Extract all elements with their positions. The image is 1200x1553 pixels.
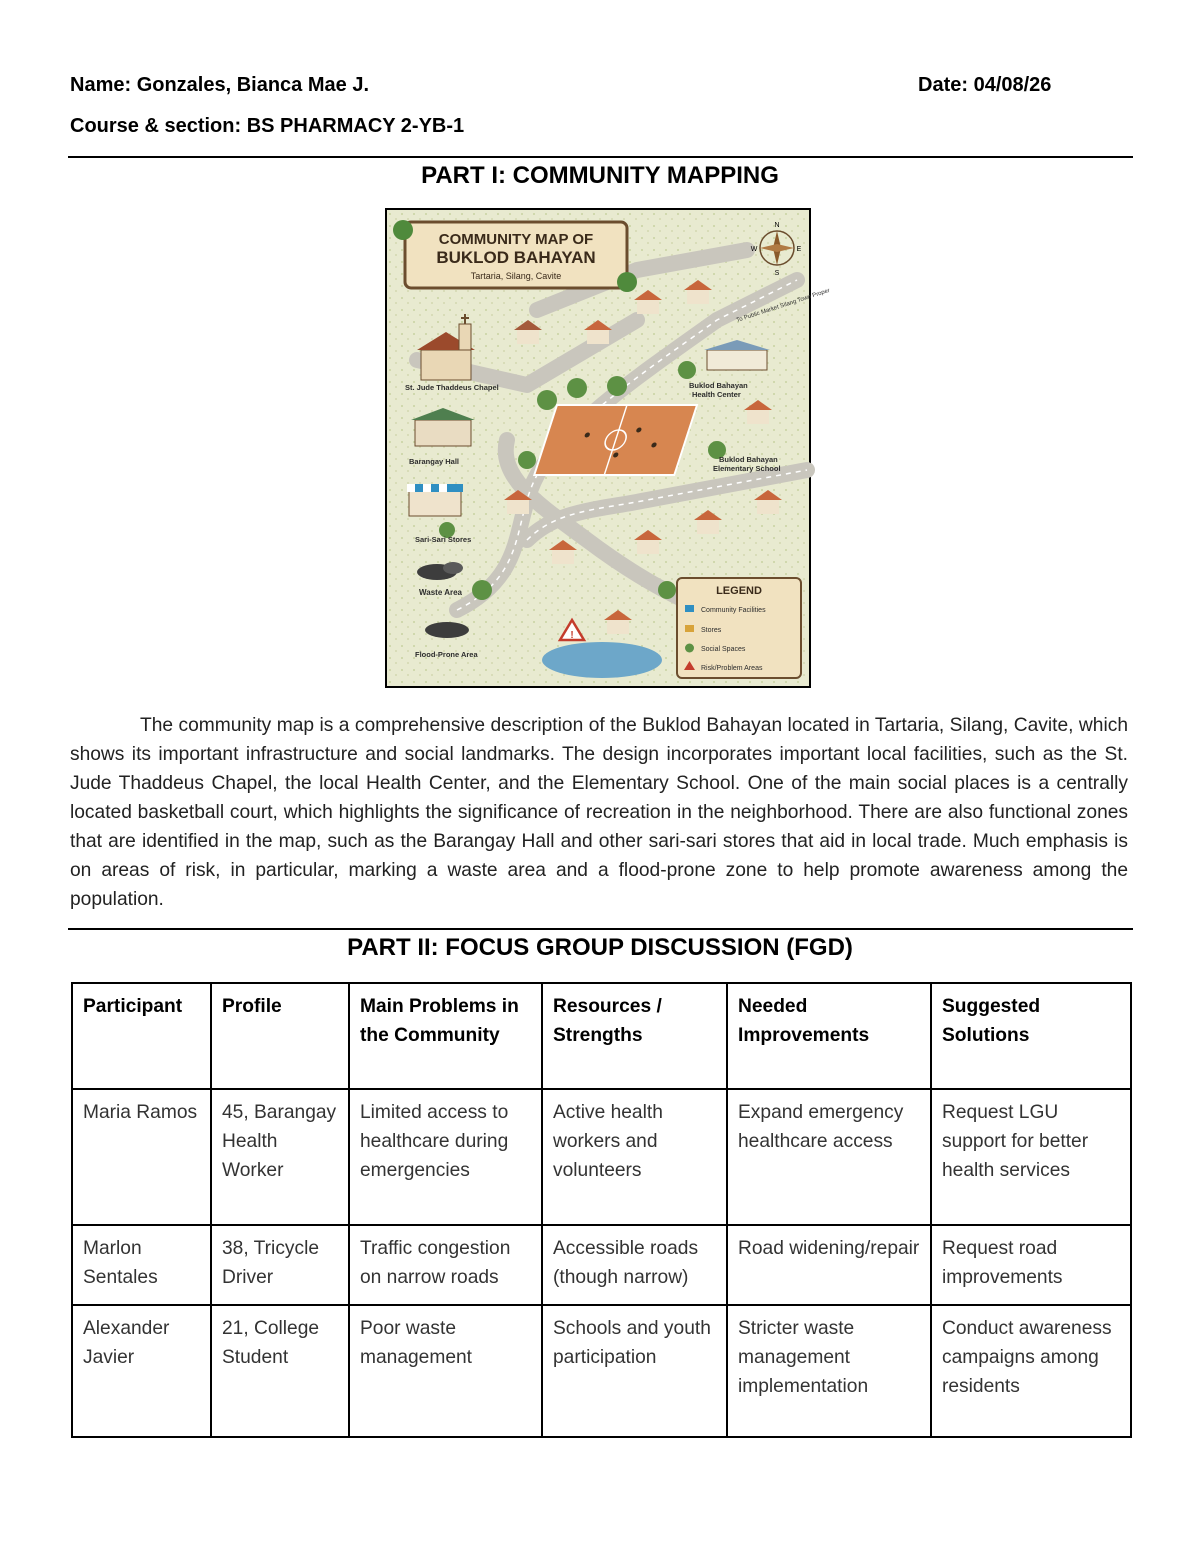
col-suggested-solutions: Suggested Solutions — [931, 983, 1131, 1089]
table-cell: Stricter waste management implementation — [727, 1305, 931, 1437]
table-cell: Traffic congestion on narrow roads — [349, 1225, 542, 1305]
community-map — [385, 208, 831, 688]
part2-title: PART II: FOCUS GROUP DISCUSSION (FGD) — [347, 934, 853, 961]
table-cell: 45, Barangay Health Worker — [211, 1089, 349, 1225]
sari-sari-store-icon — [407, 484, 463, 516]
label-health-center-1: Buklod Bahayan — [689, 381, 748, 390]
community-map-illustration — [387, 210, 831, 686]
student-name: Name: Gonzales, Bianca Mae J. — [70, 74, 370, 96]
table-cell: 38, Tricycle Driver — [211, 1225, 349, 1305]
label-chapel: St. Jude Thaddeus Chapel — [405, 383, 499, 392]
divider — [68, 928, 1133, 930]
col-resources: Resources / Strengths — [542, 983, 727, 1089]
map-title-line2: BUKLOD BAHAYAN — [436, 248, 596, 267]
label-flood: Flood-Prone Area — [415, 650, 478, 659]
table-cell: Request LGU support for better health services — [931, 1089, 1131, 1225]
date: Date: 04/08/26 — [918, 74, 1052, 96]
legend-item-3: Social Spaces — [701, 646, 746, 653]
compass-e: E — [796, 246, 802, 253]
divider — [68, 156, 1133, 158]
map-description-text: The community map is a comprehensive description of the Buklod Bahayan located in Tartaria, Silang, Cavite, which shows its important infrastructure and social landmarks. The design incorporates important local facilities, such as the St. Jude Thaddeus Chapel, the local Health Center, and the Elementary School. One of the main social places is a centrally located basketball court, which highlights the significance of recreation in the neighborhood. There are also functional zones that are identified in the map, such as the Barangay Hall and other sari-sari stores that aid in local trade. Much emphasis is on areas of risk, in particular, marking a waste area and a flood-prone zone to help promote awareness among the population. — [70, 715, 1128, 910]
map-title-banner — [393, 220, 637, 292]
stores-icon — [685, 625, 694, 632]
table-cell: Marlon Sentales — [72, 1225, 211, 1305]
label-health-center-2: Health Center — [692, 390, 741, 399]
table-cell: Schools and youth participation — [542, 1305, 727, 1437]
legend-item-1: Community Facilities — [701, 607, 766, 614]
table-cell: Road widening/repair — [727, 1225, 931, 1305]
basketball-court — [534, 405, 697, 475]
legend-item-2: Stores — [701, 627, 722, 634]
compass-w: W — [750, 246, 758, 253]
map-description — [70, 711, 1128, 914]
part1-title: PART I: COMMUNITY MAPPING — [421, 162, 779, 189]
map-legend — [677, 578, 801, 678]
col-needed-improvements: Needed Improvements — [727, 983, 931, 1089]
svg-text:!: ! — [570, 630, 574, 641]
table-cell: Conduct awareness campaigns among residents — [931, 1305, 1131, 1437]
table-cell: Request road improvements — [931, 1225, 1131, 1305]
label-sari-sari: Sari-Sari Stores — [415, 535, 472, 544]
table-cell: Active health workers and volunteers — [542, 1089, 727, 1225]
road-sign-label: To Public Market Silang Town Proper — [735, 287, 831, 324]
col-participant: Participant — [72, 983, 211, 1089]
course-section: Course & section: BS PHARMACY 2-YB-1 — [70, 115, 465, 137]
label-school-1: Buklod Bahayan — [719, 455, 778, 464]
social-spaces-icon — [685, 644, 694, 653]
map-subtitle: Tartaria, Silang, Cavite — [470, 271, 562, 281]
table-cell: 21, College Student — [211, 1305, 349, 1437]
label-barangay-hall: Barangay Hall — [409, 457, 460, 466]
legend-title: LEGEND — [716, 585, 762, 597]
table-cell: Limited access to healthcare during emergencies — [349, 1089, 542, 1225]
table-header-row — [72, 983, 1131, 1089]
compass-n: N — [774, 222, 780, 229]
compass-s: S — [774, 270, 780, 277]
label-school-2: Elementary School — [713, 464, 781, 473]
map-title-line1: COMMUNITY MAP OF — [438, 231, 594, 248]
col-profile: Profile — [211, 983, 349, 1089]
table-cell: Alexander Javier — [72, 1305, 211, 1437]
col-main-problems: Main Problems in the Community — [349, 983, 542, 1089]
label-waste: Waste Area — [419, 588, 462, 597]
table-row — [72, 1089, 1131, 1225]
table-cell: Accessible roads (though narrow) — [542, 1225, 727, 1305]
table-cell: Maria Ramos — [72, 1089, 211, 1225]
table-row — [72, 1225, 1131, 1305]
legend-item-4: Risk/Problem Areas — [701, 665, 763, 672]
community-facilities-icon — [685, 605, 694, 612]
table-cell: Poor waste management — [349, 1305, 542, 1437]
fgd-table — [71, 982, 1132, 1438]
table-cell: Expand emergency healthcare access — [727, 1089, 931, 1225]
table-row — [72, 1305, 1131, 1437]
